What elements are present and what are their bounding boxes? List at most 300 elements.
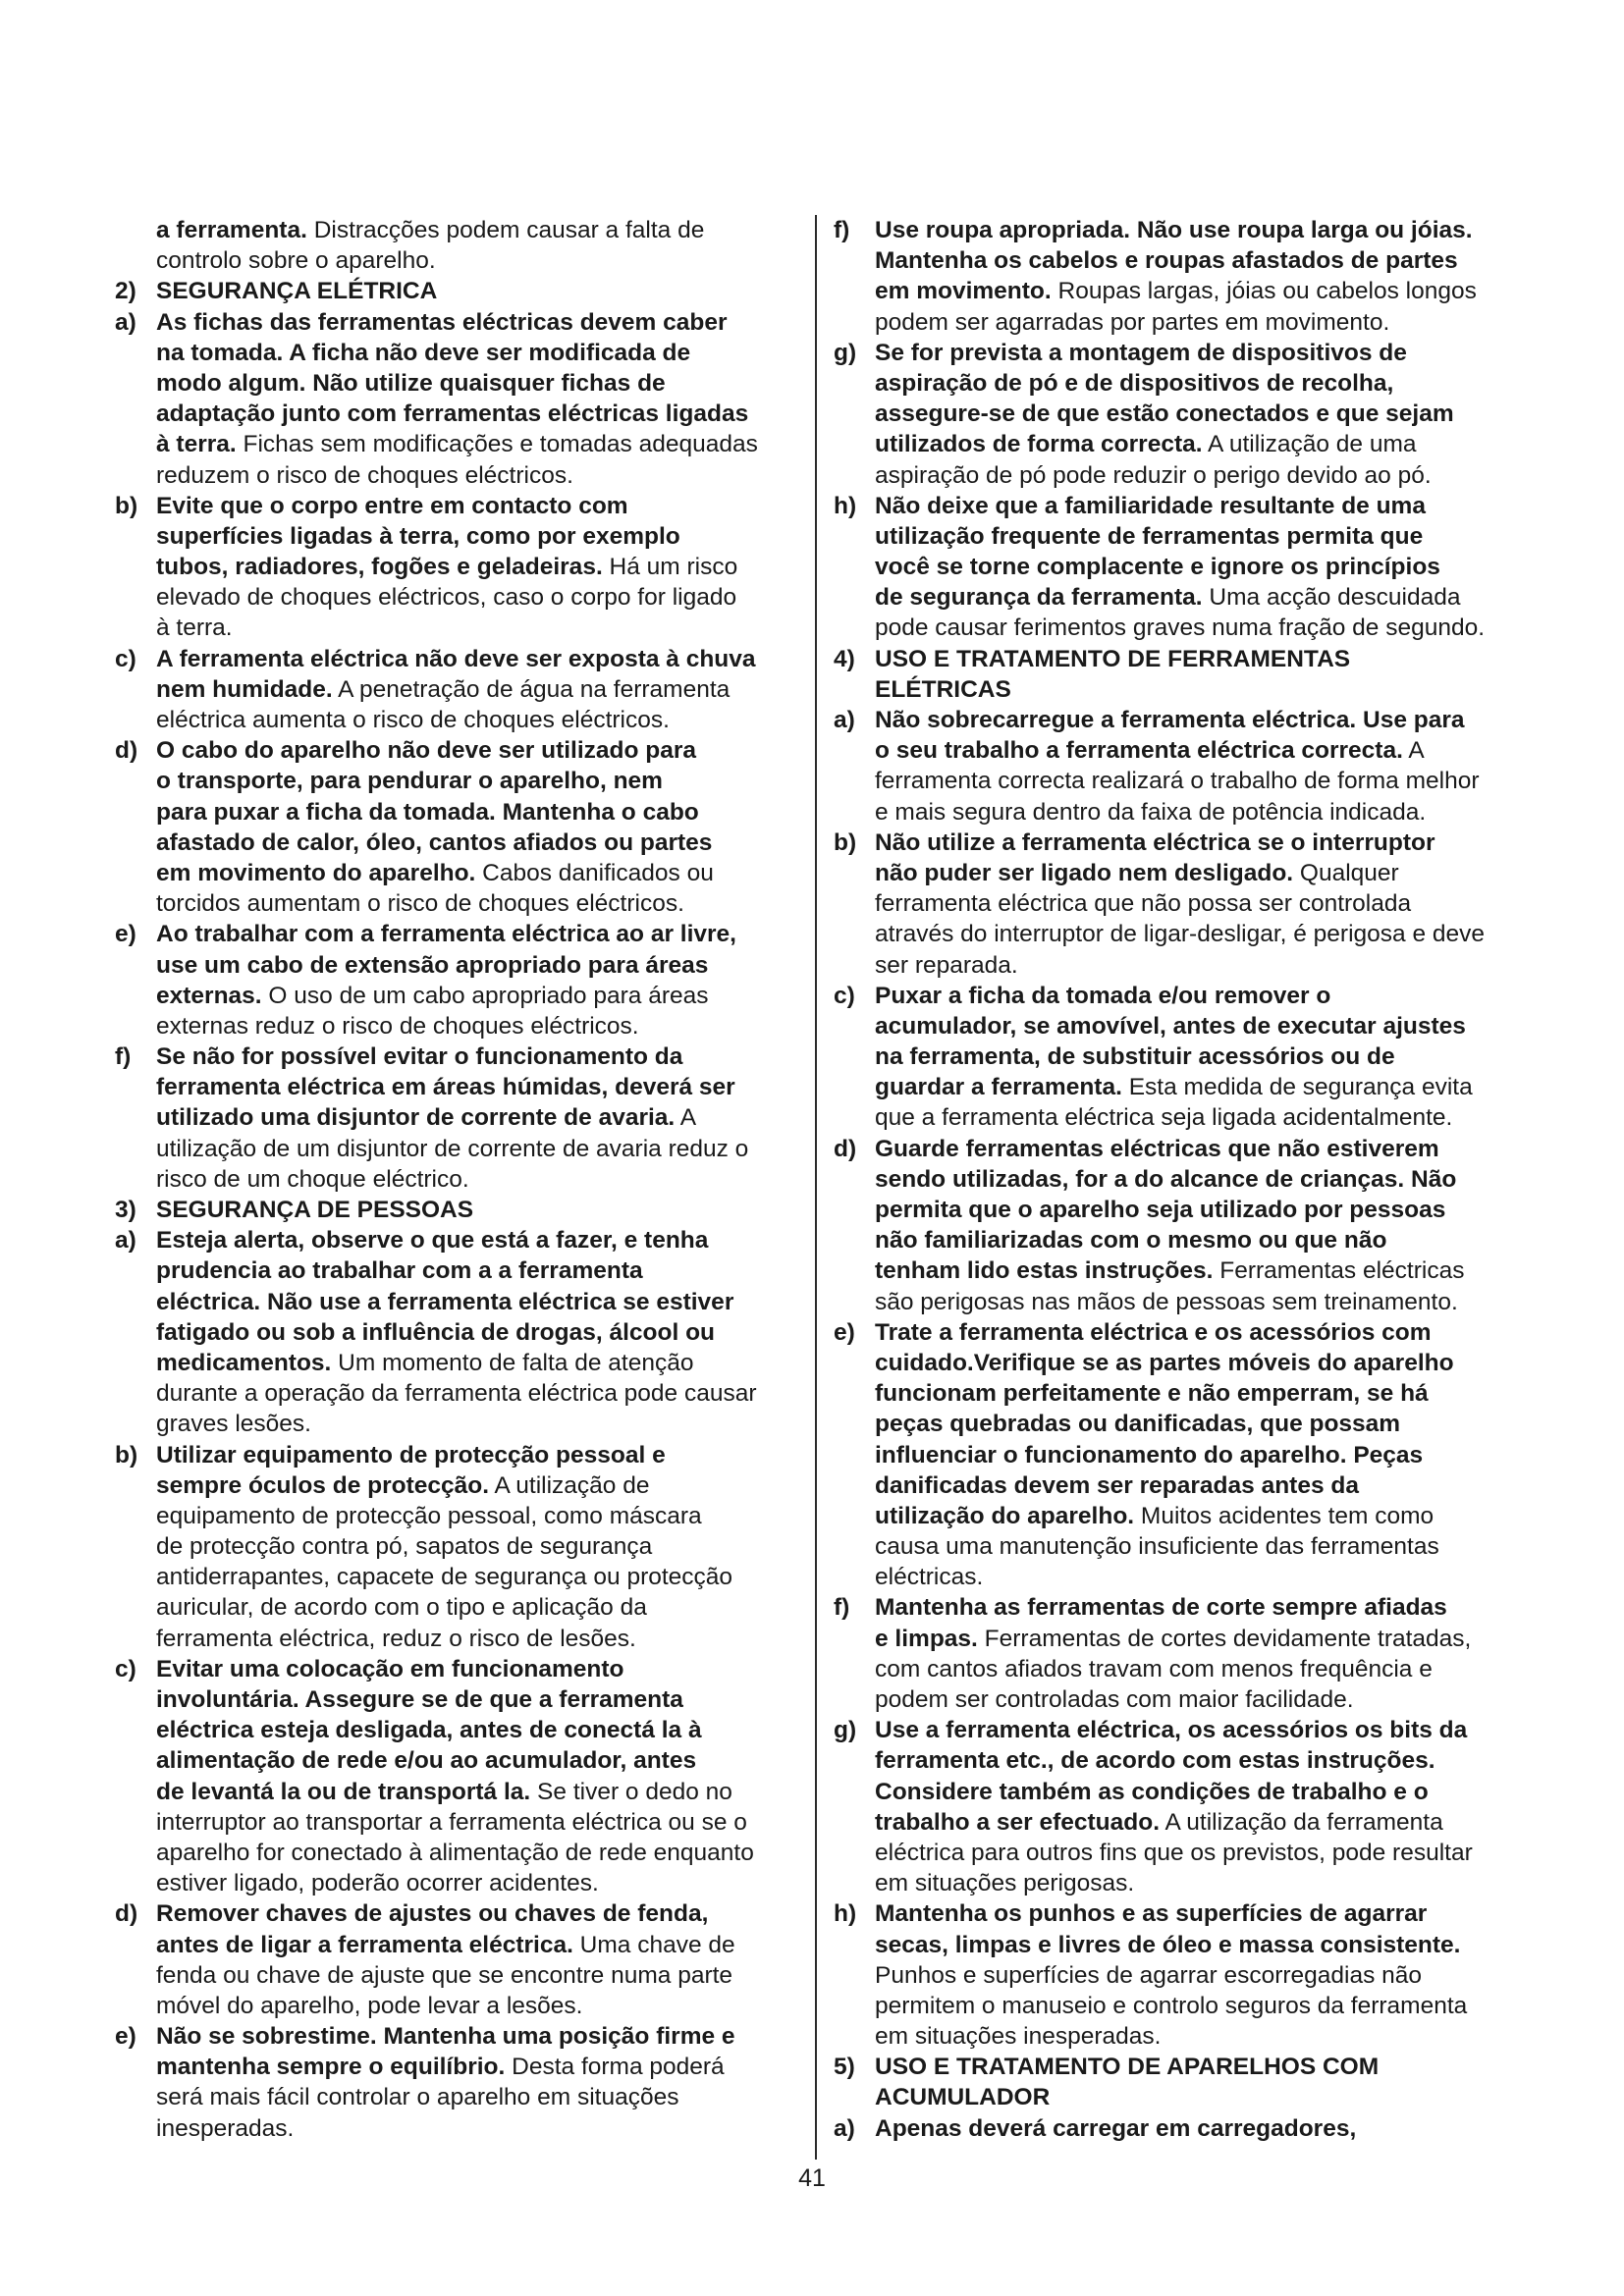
- text-line: [834, 1501, 1526, 1531]
- text-line: [834, 888, 1526, 919]
- text-line: [834, 552, 1526, 582]
- text-line: [834, 1991, 1526, 2021]
- body-text: eléctrica aumenta o risco de choques eléctricos.: [156, 707, 670, 733]
- text-line: [115, 1072, 797, 1102]
- bold-text: aspiração de pó e de dispositivos de recolha,: [875, 369, 1394, 397]
- right-column: [834, 215, 1526, 2144]
- text-line: [115, 1838, 797, 1868]
- body-text: antiderrapantes, capacete de segurança ou protecção: [156, 1564, 733, 1591]
- bold-text: antes de ligar a ferramenta eléctrica.: [156, 1931, 573, 1958]
- body-text: externas reduz o risco de choques eléctricos.: [156, 1012, 639, 1040]
- text-line: [834, 1807, 1526, 1838]
- bold-text: use um cabo de extensão apropriado para áreas: [156, 951, 709, 979]
- text-line: [834, 1011, 1526, 1041]
- section-heading-text: SEGURANÇA DE PESSOAS: [156, 1197, 474, 1223]
- body-text: eléctrica para outros fins que os previstos, pode resultar: [875, 1839, 1473, 1866]
- text-line: [834, 1960, 1526, 1991]
- item-label: d): [115, 1900, 138, 1928]
- bold-text: de levantá la ou de transportá la.: [156, 1778, 531, 1805]
- text-line: [115, 1715, 797, 1745]
- text-line: [115, 1348, 797, 1378]
- body-text: e mais segura dentro da faixa de potência indicada.: [875, 798, 1427, 826]
- body-text: Uma chave de: [572, 1931, 735, 1958]
- body-text: risco de um choque eléctrico.: [156, 1165, 469, 1193]
- body-text: eléctricas.: [875, 1564, 984, 1591]
- text-line: [115, 1684, 797, 1715]
- body-text: ser reparada.: [875, 951, 1018, 979]
- bold-text: Guarde ferramentas eléctricas que não estiverem: [875, 1135, 1439, 1162]
- text-line: [834, 1072, 1526, 1102]
- text-line: [115, 1378, 797, 1409]
- bold-text: ferramenta eléctrica em áreas húmidas, deverá ser: [156, 1074, 735, 1101]
- bold-text: Não sobrecarregue a ferramenta eléctrica. Use para: [875, 707, 1465, 733]
- item-label: e): [115, 921, 136, 948]
- text-line: [115, 1930, 797, 1960]
- text-line: [115, 613, 797, 643]
- body-text: que a ferramenta eléctrica seja ligada acidentalmente.: [875, 1104, 1453, 1132]
- section-heading-text: USO E TRATAMENTO DE APARELHOS COM: [875, 2054, 1380, 2081]
- text-line: [834, 919, 1526, 949]
- bold-text: adaptação junto com ferramentas eléctricas ligadas: [156, 400, 749, 428]
- bold-text: funcionam perfeitamente e não emperram, se há: [875, 1380, 1429, 1408]
- text-line: [115, 1777, 797, 1807]
- bold-text: fatigado ou sob a influência de drogas, álcool ou: [156, 1318, 716, 1346]
- text-line: [834, 613, 1526, 643]
- text-line: [834, 735, 1526, 766]
- text-line: [834, 1440, 1526, 1470]
- text-line: [834, 1654, 1526, 1684]
- text-line: [834, 1715, 1526, 1745]
- bold-text: Não utilize a ferramenta eléctrica se o interruptor: [875, 828, 1435, 856]
- item-label: e): [834, 1318, 855, 1346]
- body-text: A: [1402, 737, 1425, 765]
- text-line: [115, 1287, 797, 1317]
- item-label: g): [834, 1717, 857, 1744]
- section-heading-text: USO E TRATAMENTO DE FERRAMENTAS: [875, 645, 1351, 672]
- text-line: [115, 1317, 797, 1348]
- body-text: permitem o manuseio e controlo seguros da ferramenta: [875, 1992, 1468, 2019]
- bold-text: você se torne complacente e ignore os princípios: [875, 554, 1440, 581]
- bold-text: superfícies ligadas à terra, como por exemplo: [156, 522, 680, 550]
- body-text: através do interruptor de ligar-desligar, é perigosa e deve: [875, 921, 1486, 948]
- bold-text: medicamentos.: [156, 1349, 332, 1376]
- text-line: [115, 1501, 797, 1531]
- text-line: [834, 1745, 1526, 1776]
- body-text: estiver ligado, poderão ocorrer acidentes.: [156, 1870, 599, 1897]
- text-line: [834, 1624, 1526, 1654]
- body-text: causa uma manutenção insuficiente das ferramentas: [875, 1533, 1439, 1561]
- bold-text: utilização do aparelho.: [875, 1502, 1135, 1529]
- text-line: [834, 1225, 1526, 1255]
- body-text: Distracções podem causar a falta de: [306, 217, 705, 243]
- item-label: a): [115, 1227, 136, 1255]
- body-text: ferramenta eléctrica que não possa ser controlada: [875, 890, 1412, 918]
- item-label: h): [834, 492, 857, 519]
- bold-text: prudencia ao trabalhar com a a ferramenta: [156, 1257, 643, 1285]
- body-text: O uso de um cabo apropriado para áreas: [261, 982, 709, 1009]
- bold-text: ELÉTRICAS: [875, 675, 1011, 703]
- body-text: reduzem o risco de choques eléctricos.: [156, 461, 573, 489]
- bold-text: Apenas deverá carregar em carregadores,: [875, 2114, 1357, 2142]
- bold-text: nem humidade.: [156, 675, 333, 703]
- body-text: fenda ou chave de ajuste que se encontre numa parte: [156, 1961, 733, 1989]
- text-line: [834, 1041, 1526, 1072]
- body-text: A utilização da ferramenta: [1160, 1808, 1443, 1836]
- text-line: [115, 1960, 797, 1991]
- bold-text: sendo utilizadas, for a do alcance de crianças. Não: [875, 1165, 1457, 1193]
- text-line: [834, 1470, 1526, 1501]
- text-line: [115, 2082, 797, 2112]
- text-line: [834, 2113, 1526, 2144]
- body-text: em situações inesperadas.: [875, 2023, 1162, 2051]
- text-line: [115, 1868, 797, 1898]
- page-number: 41: [798, 2164, 826, 2192]
- text-line: [115, 2052, 797, 2082]
- bold-text: Mantenha os punhos e as superfícies de agarrar: [875, 1900, 1428, 1928]
- text-line: [834, 1317, 1526, 1348]
- bold-text: alimentação de rede e/ou ao acumulador, antes: [156, 1747, 697, 1775]
- text-line: [115, 1991, 797, 2021]
- text-line: [115, 674, 797, 705]
- text-line: [115, 1164, 797, 1195]
- text-line: [834, 705, 1526, 735]
- text-line: [115, 276, 797, 306]
- body-text: aspiração de pó pode reduzir o perigo devido ao pó.: [875, 461, 1432, 489]
- bold-text: permita que o aparelho seja utilizado por pessoas: [875, 1197, 1446, 1223]
- bold-text: Não se sobrestime. Mantenha uma posição firme e: [156, 2023, 735, 2051]
- text-line: [834, 245, 1526, 276]
- text-line: [834, 307, 1526, 338]
- text-line: [115, 2113, 797, 2144]
- item-label: b): [115, 492, 138, 519]
- body-text: torcidos aumentam o risco de choques eléctricos.: [156, 890, 684, 918]
- body-text: móvel do aparelho, pode levar a lesões.: [156, 1992, 583, 2019]
- text-line: [115, 460, 797, 491]
- body-text: será mais fácil controlar o aparelho em situações: [156, 2084, 679, 2111]
- text-line: [115, 1745, 797, 1776]
- bold-text: sempre óculos de protecção.: [156, 1471, 490, 1499]
- text-line: [115, 491, 797, 521]
- text-line: [115, 1102, 797, 1133]
- text-line: [834, 215, 1526, 245]
- bold-text: eléctrica. Não use a ferramenta eléctrica se estiver: [156, 1288, 734, 1315]
- bold-text: Se não for possível evitar o funcionamento da: [156, 1043, 683, 1071]
- text-line: [115, 1011, 797, 1041]
- bold-text: ACUMULADOR: [875, 2084, 1051, 2111]
- text-line: [115, 644, 797, 674]
- bold-text: e limpas.: [875, 1625, 978, 1652]
- text-line: [115, 858, 797, 888]
- text-line: [834, 1195, 1526, 1225]
- item-label: f): [115, 1043, 132, 1071]
- bold-text: involuntária. Assegure se de que a ferramenta: [156, 1686, 683, 1713]
- text-line: [115, 1807, 797, 1838]
- text-line: [834, 674, 1526, 705]
- body-text: Desta forma poderá: [505, 2054, 725, 2081]
- bold-text: secas, limpas e livres de óleo e massa consistente.: [875, 1931, 1461, 1958]
- text-line: [115, 919, 797, 949]
- text-line: [834, 1898, 1526, 1929]
- bold-text: Mantenha os cabelos e roupas afastados de partes: [875, 247, 1458, 275]
- text-line: [834, 460, 1526, 491]
- text-line: [115, 1041, 797, 1072]
- bold-text: trabalho a ser efectuado.: [875, 1808, 1161, 1836]
- body-text: Há um risco: [602, 554, 738, 581]
- text-line: [834, 1684, 1526, 1715]
- text-line: [115, 521, 797, 552]
- body-text: Ferramentas eléctricas: [1213, 1257, 1465, 1285]
- item-label: c): [834, 982, 855, 1009]
- text-line: [834, 1930, 1526, 1960]
- item-label: d): [834, 1135, 857, 1162]
- bold-text: assegure-se de que estão conectados e que sejam: [875, 400, 1454, 428]
- text-line: [834, 582, 1526, 613]
- bold-text: peças quebradas ou danificadas, que possam: [875, 1411, 1401, 1438]
- text-line: [834, 1562, 1526, 1592]
- body-text: pode causar ferimentos graves numa fração de segundo.: [875, 614, 1486, 642]
- bold-text: Use roupa apropriada. Não use roupa larga ou jóias.: [875, 217, 1473, 243]
- item-label: d): [115, 737, 138, 765]
- body-text: A utilização de: [489, 1471, 650, 1499]
- text-line: [115, 705, 797, 735]
- text-line: [115, 888, 797, 919]
- text-line: [834, 766, 1526, 796]
- bold-text: na ferramenta, de substituir acessórios ou de: [875, 1043, 1395, 1071]
- text-line: [115, 1470, 797, 1501]
- text-line: [115, 1440, 797, 1470]
- text-line: [115, 429, 797, 459]
- section-number: 2): [115, 278, 136, 305]
- bold-text: Evitar uma colocação em funcionamento: [156, 1655, 624, 1682]
- body-text: com cantos afiados travam com menos frequência e: [875, 1655, 1433, 1682]
- body-text: de protecção contra pó, sapatos de segurança: [156, 1533, 653, 1561]
- text-line: [834, 1134, 1526, 1164]
- text-line: [834, 429, 1526, 459]
- body-text: inesperadas.: [156, 2114, 295, 2142]
- text-line: [115, 399, 797, 429]
- text-line: [115, 2021, 797, 2052]
- text-line: [834, 2021, 1526, 2052]
- item-label: b): [115, 1441, 138, 1468]
- body-text: Muitos acidentes tem como: [1134, 1502, 1435, 1529]
- bold-text: Use a ferramenta eléctrica, os acessórios os bits da: [875, 1717, 1468, 1744]
- text-line: [115, 1225, 797, 1255]
- text-line: [115, 368, 797, 399]
- text-line: [834, 797, 1526, 828]
- text-line: [834, 1777, 1526, 1807]
- text-line: [115, 552, 797, 582]
- column-divider: [815, 215, 817, 2160]
- item-label: c): [115, 1655, 136, 1682]
- text-line: [834, 858, 1526, 888]
- body-text: utilização de um disjuntor de corrente de avaria reduz o: [156, 1135, 749, 1162]
- body-text: ferramenta eléctrica, reduz o risco de lesões.: [156, 1625, 636, 1652]
- body-text: Uma acção descuidada: [1202, 584, 1461, 612]
- text-line: [115, 1898, 797, 1929]
- text-line: [834, 1102, 1526, 1133]
- bold-text: Remover chaves de ajustes ou chaves de fenda,: [156, 1900, 709, 1928]
- body-text: A utilização de uma: [1202, 431, 1417, 458]
- text-line: [834, 399, 1526, 429]
- text-line: [834, 276, 1526, 306]
- bold-text: não puder ser ligado nem desligado.: [875, 859, 1294, 886]
- bold-text: o seu trabalho a ferramenta eléctrica correcta.: [875, 737, 1403, 765]
- text-line: [834, 491, 1526, 521]
- bold-text: tubos, radiadores, fogões e geladeiras.: [156, 554, 603, 581]
- bold-text: ferramenta etc., de acordo com estas instruções.: [875, 1747, 1435, 1775]
- bold-text: O cabo do aparelho não deve ser utilizado para: [156, 737, 697, 765]
- body-text: A penetração de água na ferramenta: [332, 675, 731, 703]
- bold-text: Não deixe que a familiaridade resultante de uma: [875, 492, 1426, 519]
- item-label: b): [834, 828, 857, 856]
- body-text: Ferramentas de cortes devidamente tratadas,: [977, 1625, 1472, 1652]
- text-line: [834, 1838, 1526, 1868]
- body-text: à terra.: [156, 614, 233, 642]
- left-column: [115, 215, 797, 2144]
- text-line: [115, 766, 797, 796]
- bold-text: acumulador, se amovível, antes de executar ajustes: [875, 1012, 1466, 1040]
- text-line: [115, 1409, 797, 1439]
- item-label: a): [834, 707, 855, 733]
- text-line: [115, 215, 797, 245]
- body-text: são perigosas nas mãos de pessoas sem treinamento.: [875, 1288, 1458, 1315]
- text-line: [115, 245, 797, 276]
- bold-text: As fichas das ferramentas eléctricas devem caber: [156, 308, 728, 336]
- bold-text: em movimento.: [875, 278, 1052, 305]
- bold-text: guardar a ferramenta.: [875, 1074, 1122, 1101]
- text-line: [115, 950, 797, 981]
- text-line: [834, 2082, 1526, 2112]
- text-line: [115, 1195, 797, 1225]
- bold-text: para puxar a ficha da tomada. Mantenha o cabo: [156, 798, 699, 826]
- body-text: aparelho for conectado à alimentação de rede enquanto: [156, 1839, 754, 1866]
- body-text: Esta medida de segurança evita: [1121, 1074, 1473, 1101]
- body-text: equipamento de protecção pessoal, como máscara: [156, 1502, 702, 1529]
- body-text: Punhos e superfícies de agarrar escorregadias não: [875, 1961, 1423, 1989]
- text-line: [834, 1409, 1526, 1439]
- item-label: a): [834, 2114, 855, 2142]
- text-line: [115, 1624, 797, 1654]
- text-line: [115, 981, 797, 1011]
- text-line: [115, 1654, 797, 1684]
- bold-text: Mantenha as ferramentas de corte sempre afiadas: [875, 1594, 1447, 1622]
- bold-text: tenham lido estas instruções.: [875, 1257, 1214, 1285]
- item-label: f): [834, 1594, 850, 1622]
- text-line: [834, 338, 1526, 368]
- body-text: Qualquer: [1293, 859, 1399, 886]
- text-line: [834, 1592, 1526, 1623]
- text-line: [834, 1531, 1526, 1562]
- body-text: em situações perigosas.: [875, 1870, 1135, 1897]
- bold-text: mantenha sempre o equilíbrio.: [156, 2054, 506, 2081]
- text-line: [115, 338, 797, 368]
- bold-text: Evite que o corpo entre em contacto com: [156, 492, 628, 519]
- bold-text: externas.: [156, 982, 262, 1009]
- bold-text: Trate a ferramenta eléctrica e os acessórios com: [875, 1318, 1432, 1346]
- bold-text: eléctrica esteja desligada, antes de conectá la à: [156, 1717, 702, 1744]
- bold-text: cuidado.Verifique se as partes móveis do aparelho: [875, 1349, 1454, 1376]
- bold-text: Se for prevista a montagem de dispositivos de: [875, 339, 1407, 366]
- item-label: h): [834, 1900, 857, 1928]
- bold-text: a ferramenta.: [156, 217, 307, 243]
- body-text: graves lesões.: [156, 1411, 311, 1438]
- bold-text: não familiarizadas com o mesmo ou que não: [875, 1227, 1387, 1255]
- bold-text: Utilizar equipamento de protecção pessoal e: [156, 1441, 666, 1468]
- item-label: e): [115, 2023, 136, 2051]
- section-number: 4): [834, 645, 855, 672]
- text-line: [115, 1134, 797, 1164]
- section-number: 5): [834, 2054, 855, 2081]
- text-line: [834, 521, 1526, 552]
- item-label: a): [115, 308, 136, 336]
- bold-text: utilizados de forma correcta.: [875, 431, 1203, 458]
- text-line: [834, 981, 1526, 1011]
- bold-text: afastado de calor, óleo, cantos afiados ou partes: [156, 828, 713, 856]
- item-label: c): [115, 645, 136, 672]
- text-line: [834, 644, 1526, 674]
- bold-text: influenciar o funcionamento do aparelho. Peças: [875, 1441, 1424, 1468]
- bold-text: à terra.: [156, 431, 237, 458]
- text-line: [115, 1562, 797, 1592]
- text-line: [115, 582, 797, 613]
- body-text: Um momento de falta de atenção: [331, 1349, 694, 1376]
- bold-text: modo algum. Não utilize quaisquer fichas de: [156, 369, 666, 397]
- section-heading-text: SEGURANÇA ELÉTRICA: [156, 278, 438, 305]
- body-text: auricular, de acordo com o tipo e aplicação da: [156, 1594, 647, 1622]
- text-line: [834, 950, 1526, 981]
- bold-text: em movimento do aparelho.: [156, 859, 476, 886]
- body-text: controlo sobre o aparelho.: [156, 247, 436, 275]
- text-line: [115, 1531, 797, 1562]
- bold-text: utilização frequente de ferramentas permita que: [875, 522, 1424, 550]
- bold-text: A ferramenta eléctrica não deve ser exposta à chuva: [156, 645, 756, 672]
- bold-text: o transporte, para pendurar o aparelho, nem: [156, 768, 663, 795]
- body-text: interruptor ao transportar a ferramenta eléctrica ou se o: [156, 1808, 747, 1836]
- section-number: 3): [115, 1197, 136, 1223]
- body-text: Se tiver o dedo no: [530, 1778, 732, 1805]
- body-text: A: [675, 1104, 697, 1132]
- bold-text: Puxar a ficha da tomada e/ou remover o: [875, 982, 1331, 1009]
- bold-text: Considere também as condições de trabalho e o: [875, 1778, 1429, 1805]
- text-line: [115, 828, 797, 858]
- body-text: Fichas sem modificações e tomadas adequadas: [236, 431, 758, 458]
- text-line: [834, 2052, 1526, 2082]
- body-text: podem ser controladas com maior facilidade.: [875, 1686, 1354, 1713]
- body-text: Cabos danificados ou: [475, 859, 714, 886]
- text-line: [834, 1287, 1526, 1317]
- text-line: [834, 828, 1526, 858]
- text-line: [115, 1255, 797, 1286]
- bold-text: Esteja alerta, observe o que está a fazer, e tenha: [156, 1227, 709, 1255]
- item-label: g): [834, 339, 857, 366]
- text-line: [115, 735, 797, 766]
- text-line: [834, 1348, 1526, 1378]
- bold-text: utilizado uma disjuntor de corrente de avaria.: [156, 1104, 676, 1132]
- bold-text: danificadas devem ser reparadas antes da: [875, 1471, 1359, 1499]
- text-line: [115, 797, 797, 828]
- text-line: [834, 1164, 1526, 1195]
- bold-text: de segurança da ferramenta.: [875, 584, 1203, 612]
- body-text: ferramenta correcta realizará o trabalho de forma melhor: [875, 768, 1480, 795]
- body-text: elevado de choques eléctricos, caso o corpo for ligado: [156, 584, 737, 612]
- bold-text: na tomada. A ficha não deve ser modificada de: [156, 339, 691, 366]
- body-text: Roupas largas, jóias ou cabelos longos: [1051, 278, 1477, 305]
- text-line: [115, 307, 797, 338]
- text-line: [834, 1378, 1526, 1409]
- item-label: f): [834, 217, 850, 243]
- text-line: [834, 1255, 1526, 1286]
- body-text: podem ser agarradas por partes em movimento.: [875, 308, 1390, 336]
